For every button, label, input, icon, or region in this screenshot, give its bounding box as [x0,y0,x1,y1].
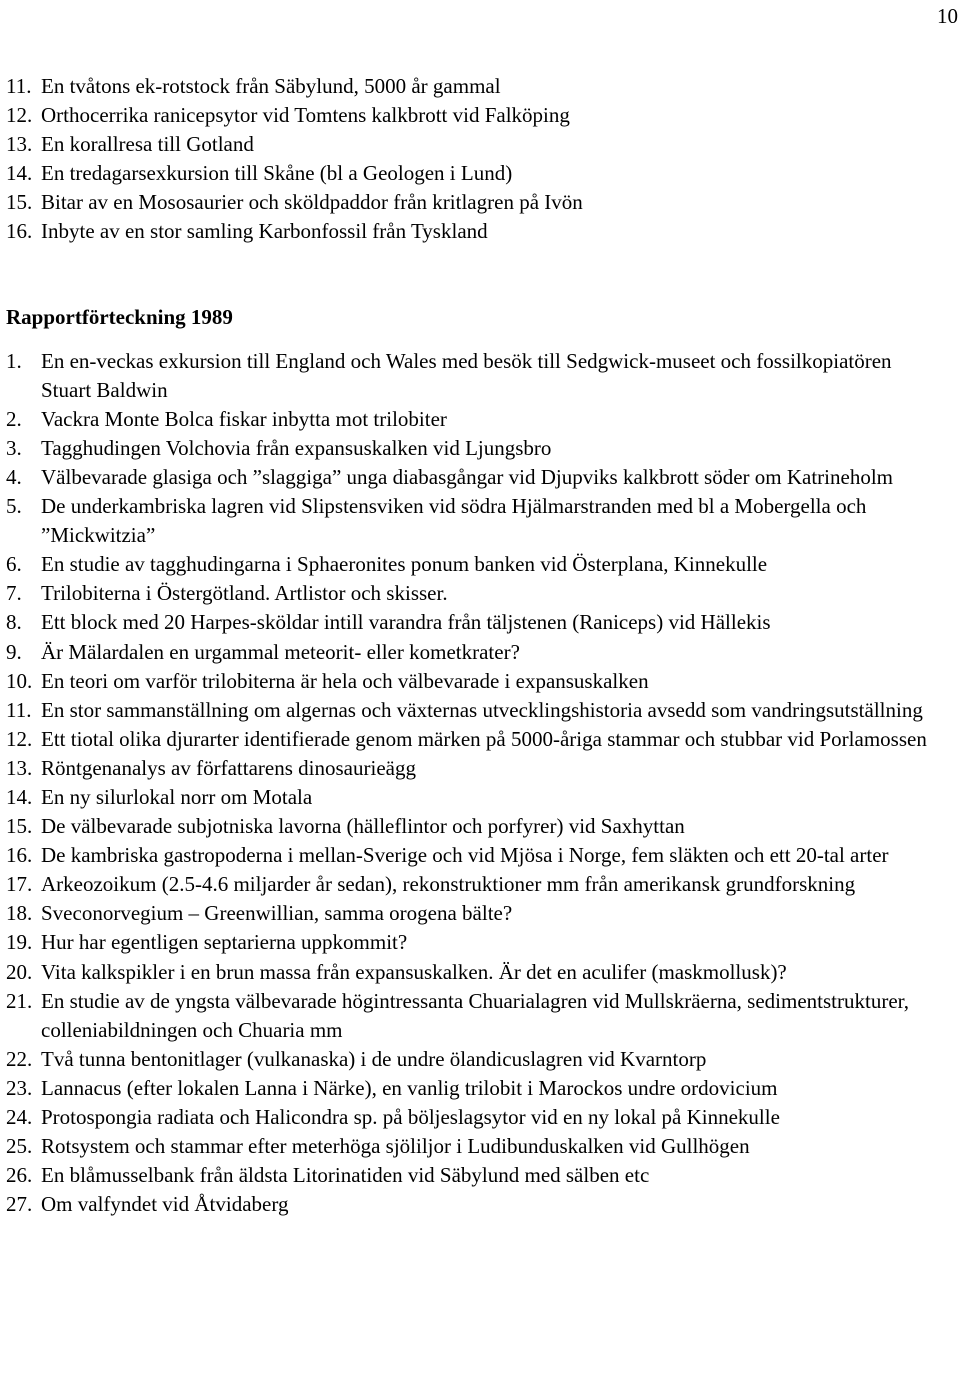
section-heading: Rapportförteckning 1989 [6,304,233,329]
list-item-number: 12. [6,103,33,128]
list-item-number: 13. [6,132,33,157]
list-item-text: Ett block med 20 Harpes-sköldar intill varandra från täljstenen (Raniceps) vid Hällekis [41,610,771,635]
list-item-number: 11. [6,697,32,722]
list-item-text: Inbyte av en stor samling Karbonfossil från Tyskland [41,219,488,244]
list-item-text: En teori om varför trilobiterna är hela och välbevarade i expansuskalken [41,668,649,693]
list-item-number: 14. [6,161,33,186]
list-item-number: 5. [6,494,22,519]
list-item [6,667,954,696]
list-item-number: 27. [6,1192,33,1217]
list-item-number: 14. [6,784,33,809]
list-item-text: En studie av de yngsta välbevarade högintressanta Chuarialagren vid Mullskräerna, sedimentstrukturer, colleniabildningen och Chuaria mm [41,988,915,1042]
list-item-number: 22. [6,1046,33,1071]
list-item-number: 26. [6,1163,33,1188]
page-number: 10 [937,4,958,28]
report-list-continued [6,72,954,247]
list-item-number: 15. [6,814,33,839]
list-item-number: 13. [6,755,33,780]
list-item-text: En tvåtons ek-rotstock från Säbylund, 5000 år gammal [41,74,501,98]
list-item-number: 10. [6,668,33,693]
list-item [6,608,954,637]
list-item [6,434,954,463]
list-item [6,72,954,101]
list-item-text: En en-veckas exkursion till England och Wales med besök till Sedgwick-museet och fossilkopiatören Stuart Baldwin [41,348,897,402]
list-item [6,579,954,608]
list-item [6,754,954,783]
list-item [6,159,954,188]
list-item-number: 4. [6,464,22,489]
list-item-text: En ny silurlokal norr om Motala [41,784,313,809]
list-item [6,1103,954,1132]
list-item [6,696,954,725]
list-item-text: Vackra Monte Bolca fiskar inbytta mot trilobiter [41,406,447,431]
list-item-number: 15. [6,190,33,215]
list-item [6,347,954,405]
list-item-text: Rotsystem och stammar efter meterhöga sjöliljor i Ludibunduskalken vid Gullhögen [41,1134,750,1159]
document-body [6,72,954,1219]
list-item [6,841,954,870]
list-item-text: De underkambriska lagren vid Slipstensviken vid södra Hjälmarstranden med bl a Mobergella och ”Mickwitzia” [41,494,872,548]
list-item-number: 8. [6,610,22,635]
list-item [6,492,954,550]
list-item [6,812,954,841]
list-item [6,638,954,667]
list-item-text: Lannacus (efter lokalen Lanna i Närke), en vanlig trilobit i Marockos undre ordovicium [41,1075,778,1100]
list-item [6,130,954,159]
list-item-number: 7. [6,581,22,606]
list-item-text: En blåmusselbank från äldsta Litorinatiden vid Säbylund med sälben etc [41,1163,650,1188]
list-item [6,987,954,1045]
list-item-text: Arkeozoikum (2.5-4.6 miljarder år sedan), rekonstruktioner mm från amerikansk grundforskning [41,872,856,897]
list-item-text: Vita kalkspikler i en brun massa från expansuskalken. Är det en aculifer (maskmollusk)? [41,959,787,984]
list-item-text: Bitar av en Mososaurier och sköldpaddor från kritlagren på Ivön [41,190,583,215]
list-item-text: Välbevarade glasiga och ”slaggiga” unga diabasgångar vid Djupviks kalkbrott söder om Katrineholm [41,464,893,489]
list-item [6,1074,954,1103]
list-item-text: En korallresa till Gotland [41,132,254,157]
list-item-number: 6. [6,552,22,577]
list-item-text: Röntgenanalys av författarens dinosaurieägg [41,755,416,780]
list-item-number: 18. [6,901,33,926]
list-item [6,783,954,812]
list-item [6,1161,954,1190]
list-item-text: Trilobiterna i Östergötland. Artlistor och skisser. [41,581,448,606]
list-item [6,550,954,579]
list-item-number: 2. [6,406,22,431]
list-item-text: De välbevarade subjotniska lavorna (hälleflintor och porfyrer) vid Saxhyttan [41,814,685,839]
list-item-text: Hur har egentligen septarierna uppkommit? [41,930,408,955]
list-item-text: Är Mälardalen en urgammal meteorit- eller kometkrater? [41,639,520,664]
list-item-text: Orthocerrika ranicepsytor vid Tomtens kalkbrott vid Falköping [41,103,570,128]
list-item-text: Sveconorvegium – Greenwillian, samma orogena bälte? [41,901,513,926]
list-item-text: Ett tiotal olika djurarter identifierade genom märken på 5000-åriga stammar och stubbar vid Porlamossen [41,726,927,751]
list-item [6,899,954,928]
list-item-number: 3. [6,435,22,460]
list-item-text: En tredagarsexkursion till Skåne (bl a Geologen i Lund) [41,161,513,186]
list-item-number: 25. [6,1134,33,1159]
list-item [6,1190,954,1219]
list-item-text: En studie av tagghudingarna i Sphaeronites ponum banken vid Österplana, Kinnekulle [41,552,768,577]
list-item-number: 16. [6,219,33,244]
list-item-number: 12. [6,726,33,751]
list-item [6,405,954,434]
list-item-text: Om valfyndet vid Åtvidaberg [41,1192,289,1217]
list-item-number: 20. [6,959,33,984]
list-item-number: 9. [6,639,22,664]
list-item-number: 17. [6,872,33,897]
list-item [6,1045,954,1074]
list-item-number: 16. [6,843,33,868]
list-item-number: 1. [6,348,22,373]
list-item [6,928,954,957]
list-item-number: 21. [6,988,33,1013]
list-item-text: En stor sammanställning om algernas och växternas utvecklingshistoria avsedd som vandringsutställning [41,697,923,722]
list-item-text: Tagghudingen Volchovia från expansuskalken vid Ljungsbro [41,435,552,460]
list-item [6,101,954,130]
list-item [6,1132,954,1161]
list-item [6,217,954,246]
list-item-number: 23. [6,1075,33,1100]
list-item-text: Två tunna bentonitlager (vulkanaska) i de undre ölandicuslagren vid Kvarntorp [41,1046,707,1071]
list-item-text: Protospongia radiata och Halicondra sp. på böljeslagsytor vid en ny lokal på Kinnekulle [41,1105,780,1129]
report-list-1989 [6,347,954,1220]
list-item [6,958,954,987]
list-item [6,870,954,899]
list-item-text: De kambriska gastropoderna i mellan-Sverige och vid Mjösa i Norge, fem släkten och ett 20-tal arter [41,843,889,868]
list-item-number: 24. [6,1105,33,1129]
list-item-number: 11. [6,74,32,98]
list-item [6,725,954,754]
list-item [6,463,954,492]
list-item-number: 19. [6,930,33,955]
list-item [6,188,954,217]
